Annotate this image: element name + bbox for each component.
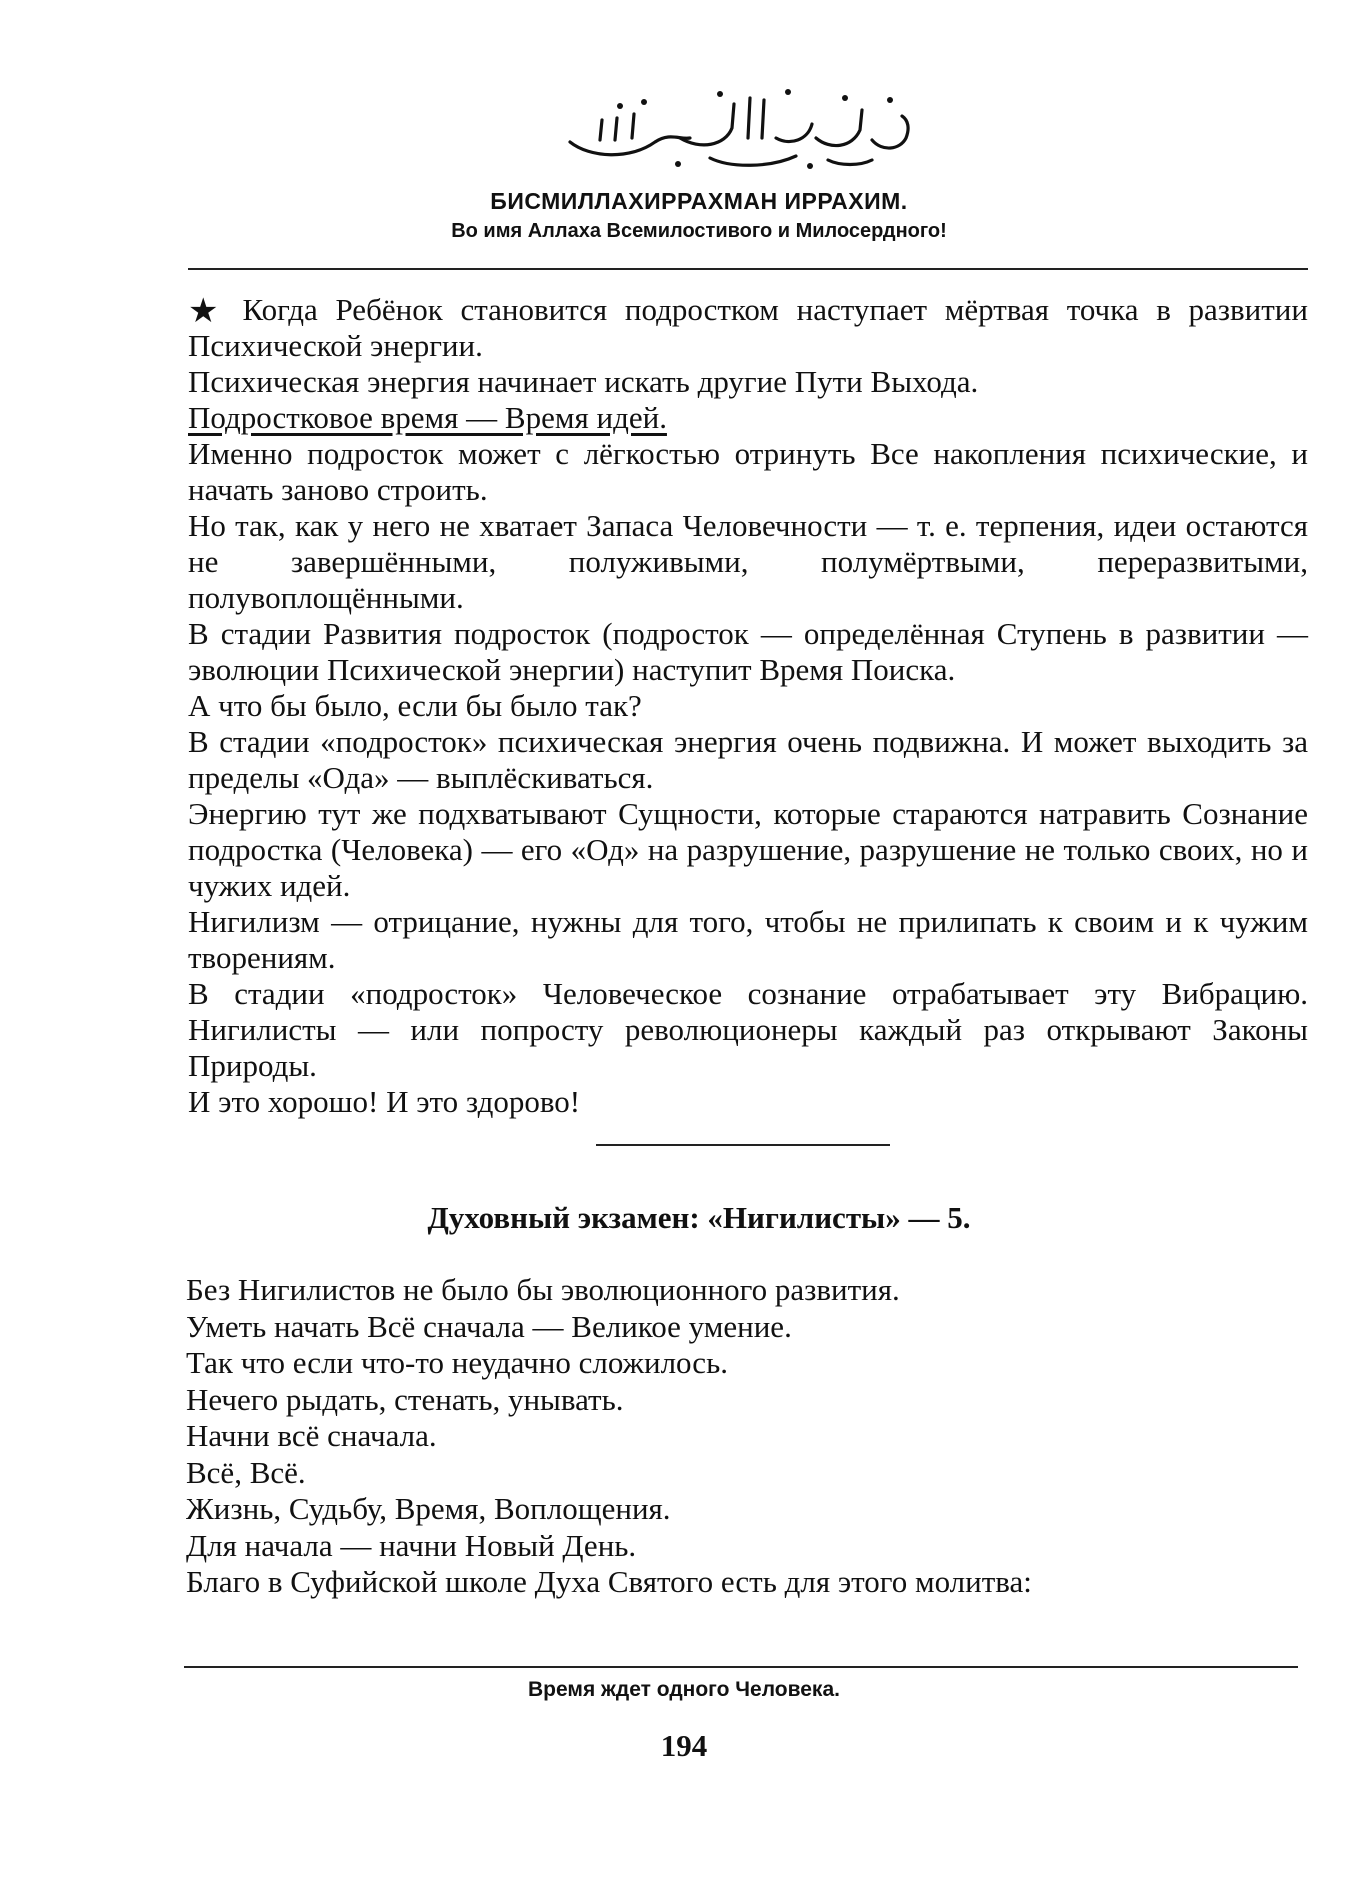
bismillah-calligraphy bbox=[560, 80, 920, 170]
header-subtitle: Во имя Аллаха Всемилостивого и Милосердного! bbox=[451, 220, 947, 242]
section-line: Для начала — начни Новый День. bbox=[186, 1527, 637, 1563]
section-heading: Духовный экзамен: «Нигилисты» — 5. bbox=[427, 1200, 971, 1235]
header-divider bbox=[188, 268, 1308, 270]
section-text bbox=[186, 1272, 1306, 1601]
paragraph bbox=[188, 400, 1308, 436]
section-line: Благо в Суфийской школе Духа Святого есть для этого молитва: bbox=[186, 1564, 1032, 1599]
section-line: Так что если что-то неудачно сложилось. bbox=[186, 1345, 728, 1380]
footer-text: Время ждет одного Человека. bbox=[528, 1678, 840, 1701]
header-title: БИСМИЛЛАХИРРАХМАН ИРРАХИМ. bbox=[490, 188, 908, 214]
paragraph: А что бы было, если бы было так? bbox=[188, 688, 642, 723]
paragraph: В стадии «подросток» психическая энергия очень подвижна. И может выходить за пределы «Ода» — выплёскиваться. bbox=[188, 724, 1308, 795]
footer-divider bbox=[184, 1666, 1298, 1668]
section-line: Начни всё сначала. bbox=[186, 1418, 437, 1453]
paragraph: В стадии Развития подросток (подросток — определённая Ступень в развитии — эволюции Психической энергии) наступит Время Поиска. bbox=[188, 616, 1308, 687]
star-icon: ★ bbox=[188, 293, 229, 330]
paragraph: ★ Когда Ребёнок становится подростком наступает мёртвая точка в развитии Психической энергии. bbox=[188, 292, 1308, 363]
paragraph: Но так, как у него не хватает Запаса Человечности — т. е. терпения, идеи остаются не завершёнными, полуживыми, полумёртвыми, переразвитыми, полувоплощёнными. bbox=[188, 508, 1308, 615]
paragraph: Нигилизм — отрицание, нужны для того, чтобы не прилипать к своим и к чужим творениям. bbox=[188, 904, 1308, 975]
section-line: Жизнь, Судьбу, Время, Воплощения. bbox=[186, 1491, 671, 1526]
paragraph: Именно подросток может с лёгкостью отринуть Все накопления психические, и начать заново строить. bbox=[188, 436, 1308, 507]
paragraph: И это хорошо! И это здорово! bbox=[188, 1084, 581, 1119]
section-divider bbox=[596, 1144, 890, 1146]
paragraph: В стадии «подросток» Человеческое сознание отрабатывает эту Вибрацию. Нигилисты — или попросту революционеры каждый раз открывают Законы Природы. bbox=[188, 976, 1308, 1083]
section-line: Без Нигилистов не было бы эволюционного развития. bbox=[186, 1272, 900, 1307]
section-line: Уметь начать Всё сначала — Великое умение. bbox=[186, 1308, 792, 1344]
page-number: 194 bbox=[660, 1728, 708, 1763]
underlined-phrase: Подростковое время — Время идей. bbox=[188, 400, 667, 435]
paragraph: Энергию тут же подхватывают Сущности, которые стараются натравить Сознание подростка (Человека) — его «Од» на разрушение, разрушение не только своих, но и чужих идей. bbox=[188, 796, 1308, 903]
paragraph: Психическая энергия начинает искать другие Пути Выхода. bbox=[188, 364, 979, 399]
section-line: Нечего рыдать, стенать, унывать. bbox=[186, 1381, 624, 1417]
section-line: Всё, Всё. bbox=[186, 1454, 306, 1490]
main-text bbox=[188, 292, 1308, 1120]
